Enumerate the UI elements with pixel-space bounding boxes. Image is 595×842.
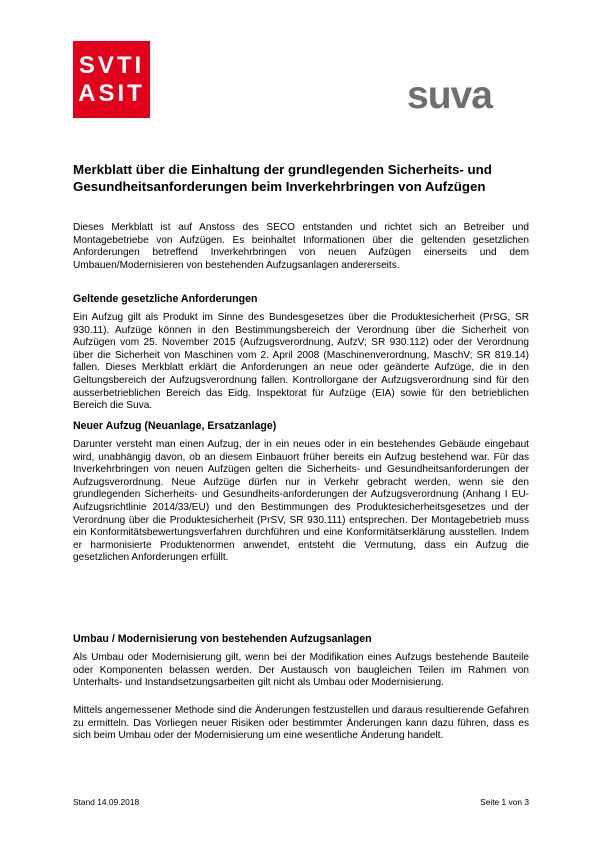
- section-heading-modernisation: Umbau / Modernisierung von bestehenden Aufzugsanlagen: [73, 633, 372, 645]
- section-paragraph-new-lift: Darunter versteht man einen Aufzug, der in ein neues oder in ein bestehendes Gebäude eingebaut wird, unabhängig davon, ob an diesem Einbauort früher bereits ein Aufzug bestehend war. Für das Inverkehrbringen von neuen Aufzügen gelten die Sicherheits- und Gesundheitsanforderungen der Aufzugsverordnung. Neue Aufzüge dürfen nur in Verkehr gebracht werden, wenn sie den grundlegenden Sicherheits- und Gesundheits-anforderungen der Aufzugsverordnung (Anhang I EU-Aufzugsrichtlinie 2014/33/EU) und den Bestimmungen des Produktesicherheitsgesetzes und der Verordnung über die Produktesicherheit (PrSV, SR 930.111) entsprechen. Der Montagebetrieb muss ein Konformitätsbewertungsverfahren durchführen und eine Konformitätserklärung ausstellen. Indem er harmonisierte Produktenormen anwendet, entsteht die Vermutung, dass ein Aufzug die gesetzlichen Anforderungen erfüllt.: [73, 439, 529, 564]
- document-title: Merkblatt über die Einhaltung der grundlegenden Sicherheits- und Gesundheitsanforderungen beim Inverkehrbringen von Aufzügen: [73, 162, 492, 194]
- section-paragraph-modernisation-2: Mittels angemessener Methode sind die Änderungen festzustellen und daraus resultierende Gefahren zu ermitteln. Das Vorliegen neuer Risiken oder bestimmter Änderungen kann dazu führen, dass es sich beim Umbau oder der Modernisierung um eine wesentliche Änderung handelt.: [73, 705, 529, 742]
- intro-paragraph: Dieses Merkblatt ist auf Anstoss des SECO entstanden und richtet sich an Betreiber und Montagebetriebe von Aufzügen. Es beinhaltet Informationen über die geltenden gesetzlichen Anforderungen betreffend Inverkehrbringen von neuen Aufzügen einerseits und dem Umbauen/Modernisieren von bestehenden Aufzugsanlagen andererseits.: [73, 222, 529, 271]
- section-heading-requirements: Geltende gesetzliche Anforderungen: [73, 293, 258, 305]
- footer-date: Stand 14.09.2018: [73, 797, 140, 807]
- section-heading-new-lift: Neuer Aufzug (Neuanlage, Ersatzanlage): [73, 420, 277, 432]
- asit-logo-text: ASIT: [78, 79, 145, 107]
- svti-logo-text: SVTI: [78, 51, 145, 79]
- footer-page-number: Seite 1 von 3: [480, 797, 529, 807]
- section-paragraph-modernisation-1: Als Umbau oder Modernisierung gilt, wenn bei der Modifikation eines Aufzugs bestehende Bauteile oder Komponenten belassen werden. Der Austausch von baugleichen Teilen im Rahmen von Unterhalts- und Instandsetzungsarbeiten gilt nicht als Umbau oder Modernisierung.: [73, 652, 529, 689]
- section-paragraph-requirements: Ein Aufzug gilt als Produkt im Sinne des Bundesgesetzes über die Produktesicherheit (PrSG, SR 930.11). Aufzüge können in den Bestimmungsbereich der Verordnung über die Sicherheit von Aufzügen vom 25. November 2015 (Aufzugsverordnung, AufzV; SR 930.112) oder der Verordnung über die Sicherheit von Maschinen vom 2. April 2008 (Maschinenverordnung, MaschV; SR 819.14) fallen. Dieses Merkblatt erklärt die Anforderungen an neue oder geänderte Aufzüge, die in den Geltungsbereich der Aufzugsverordnung fallen. Kontrollorgane der Aufzugsverordnung sind für den ausserbetrieblichen Bereich das Eidg. Inspektorat für Aufzüge (EIA) sowie für den betrieblichen Bereich die Suva.: [73, 312, 529, 412]
- suva-logo: suva: [407, 74, 492, 117]
- svti-asit-logo: [73, 41, 150, 118]
